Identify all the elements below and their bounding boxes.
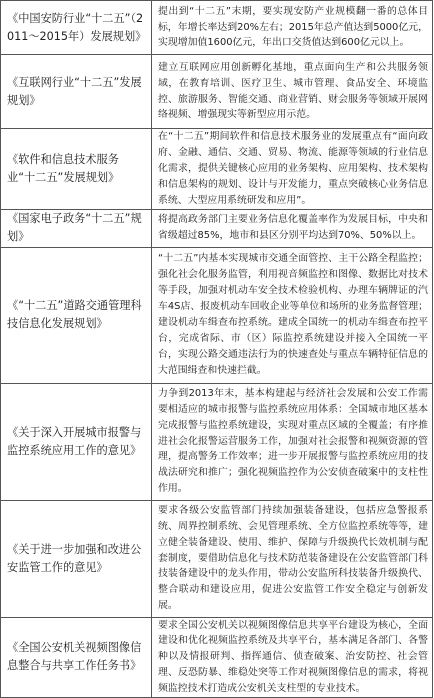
table-row bbox=[1, 1, 433, 55]
policy-title-cell bbox=[1, 1, 152, 55]
policy-content-cell bbox=[152, 617, 433, 698]
policy-content: 提出到“十二五”末期，要实现安防产业规模翻一番的总体目标，年增长率达到20%左右；2015年总产值达到5000亿元，实现增加值1600亿元，年出口交货值达到600亿元以上。 bbox=[158, 5, 428, 49]
policy-content-cell bbox=[152, 209, 433, 247]
policy-content: 将提高政务部门主要业务信息化覆盖率作为发展目标，中央和省级超过85%，地市和县区分别平均达到70%、50%以上。 bbox=[158, 214, 428, 242]
policy-content-cell bbox=[152, 247, 433, 383]
policy-title: 《国家电子政务“十二五”规划》 bbox=[7, 212, 142, 244]
table-row bbox=[1, 55, 433, 129]
table-row bbox=[1, 383, 433, 500]
policy-title-cell bbox=[1, 55, 152, 129]
policy-title: 《互联网行业“十二五”发展规划》 bbox=[7, 75, 142, 107]
policy-title-cell bbox=[1, 129, 152, 210]
table-row bbox=[1, 500, 433, 617]
policy-title: 《“十二五”道路交通管理科技信息化发展规划》 bbox=[7, 299, 142, 331]
policy-title-cell bbox=[1, 209, 152, 247]
policy-title-cell bbox=[1, 500, 152, 617]
policy-title: 《关于深入开展城市报警与监控系统应用工作的意见》 bbox=[7, 425, 142, 457]
policy-title-cell bbox=[1, 247, 152, 383]
policy-title: 《全国公安机关视频图像信息整合与共享工作任务书》 bbox=[7, 641, 142, 673]
policy-title: 《软件和信息技术服务业“十二五”发展规划》 bbox=[7, 152, 120, 184]
policy-content-cell bbox=[152, 1, 433, 55]
policy-title: 《中国安防行业“十二五”（2011～2015年）发展规划》 bbox=[7, 11, 147, 43]
table-row bbox=[1, 209, 433, 247]
policy-content: 要求全国公安机关以视频图像信息共享平台建设为核心，全面建设和优化视频监控系统及共享平台，基本满足各部门、各警种以及情报研判、指挥通信、侦查破案、治安防控、社会管理、反恐防暴、维稳处突等工作对视频图像信息的需求，将视频监控技术打造成公安机关支柱型的专业技术。 bbox=[158, 619, 428, 695]
policy-content: “十二五”内基本实现城市交通全面管控、主干公路全程监控；强化社会化服务监管，利用视音频监控和图像、数据比对技术等手段，加强对机动车安全技术检验机构、办理车辆牌证的汽车4S店、报废机动车回收企业等单位和场所的业务监督管理；建设机动车缉查布控系统。建成全国统一的机动车缉查布控平台，完成省际、市（区）际监控系统建设并接入全国统一平台，实现公路交通违法行为的快速查处与重点车辆特征信息的大范围缉查和快速拦截。 bbox=[158, 253, 428, 376]
policy-content: 在“十二五”期间软件和信息技术服务业的发展重点有“面向政府、金融、通信、交通、贸易、物流、能源等领域的行业信息化需求，提供关键核心应用的业务架构、应用架构、技术架构和信息架构的规划、设计与开发能力，重点突破核心业务信息系统、大型应用系统研发和应用”。 bbox=[158, 131, 428, 206]
table-row bbox=[1, 617, 433, 698]
policy-content: 要求各级公安监管部门持续加强装备建设，包括应急警报系统、周界控制系统、会见管理系统、全方位监控系统等等，建立健全装备建设、使用、维护、保障与升级换代长效机制与配套制度，要借助信息化与技术防范装备建设在公安监管部门科技装备建设中的龙头作用，带动公安监所科技装备升级换代、整合联动和建设应用，促进公安监管工作安全稳定与创新发展。 bbox=[158, 504, 428, 612]
policy-title-cell bbox=[1, 383, 152, 500]
table-row bbox=[1, 247, 433, 383]
policy-title-cell bbox=[1, 617, 152, 698]
policy-content-cell bbox=[152, 129, 433, 210]
policy-content: 建立互联网应用创新孵化基地，重点面向生产和公共服务领域，在教育培训、医疗卫生、城市管理、食品安全、环境监控、旅游服务、智能交通、商业营销、财会服务等领域开展网络视频、增强现实等新型应用示范。 bbox=[158, 61, 428, 121]
policy-content-cell bbox=[152, 500, 433, 617]
policy-content-cell bbox=[152, 55, 433, 129]
policy-content-cell bbox=[152, 383, 433, 500]
table-row bbox=[1, 129, 433, 210]
policy-content: 力争到2013年末，基本构建起与经济社会发展和公安工作需要相适应的城市报警与监控系统应用体系：全国城市地区基本完成报警与监控系统建设，实现对重点区域的全覆盖；有序推进社会化报警运营服务工作，加强对社会报警和视频资源的管理，提高警务工作效率；进一步开展报警与监控系统应用的技战法研究和推广；强化视频监控作为公安侦查破案中的支柱性作用。 bbox=[158, 387, 428, 495]
policy-title: 《关于进一步加强和改进公安监管工作的意见》 bbox=[7, 542, 142, 574]
